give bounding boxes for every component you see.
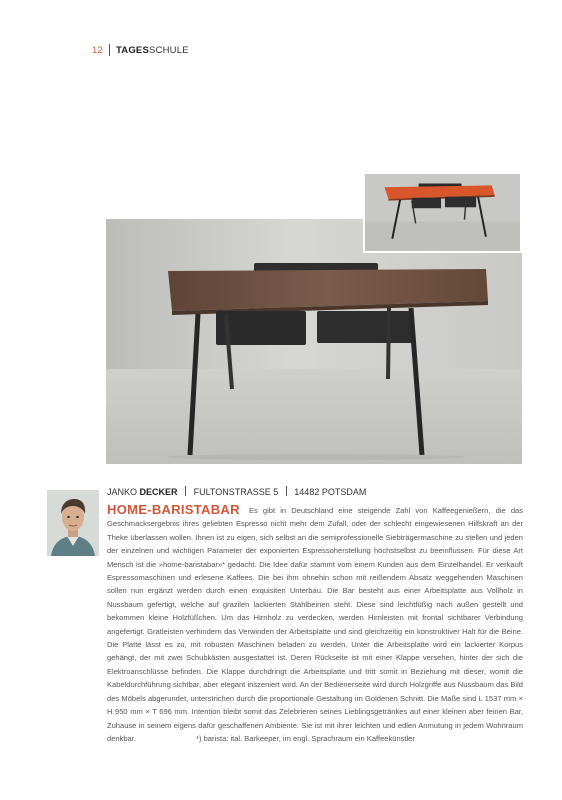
- author-portrait: [47, 490, 99, 556]
- section-title-light: SCHULE: [149, 44, 189, 56]
- author-last-name: DECKER: [139, 487, 178, 497]
- author-first-name: JANKO: [107, 487, 138, 497]
- page-number: 12: [92, 44, 103, 56]
- main-product-photo: [106, 219, 522, 464]
- byline-divider: [286, 486, 287, 496]
- page-header: [92, 44, 189, 56]
- author-city: 14482 POTSDAM: [294, 487, 367, 497]
- article-footnote: *) barista: ital. Barkeeper, im engl. Sprachraum ein Kaffeekünstler: [196, 733, 415, 743]
- article-body: [107, 503, 523, 745]
- author-street: FULTONSTRASSE 5: [193, 487, 279, 497]
- inset-product-photo: [363, 172, 522, 253]
- byline-divider: [185, 486, 186, 496]
- article-title: HOME-BARISTABAR: [107, 502, 240, 517]
- header-divider: [109, 44, 110, 56]
- author-byline: [107, 486, 366, 497]
- section-title-bold: TAGES: [115, 44, 149, 56]
- article-text: Es gibt in Deutschland eine steigende Zahl von Kaffeegenießern, die das Geschmacksergebnis ihres geliebten Espresso nicht mehr dem Zufall, oder der schlecht eingewiesenen Hilfskraft an der Theke überlassen wollen. Ihnen ist zu eigen, sich selbst an die semiprofessionelle Siebträgermaschine zu stellen und jeden der einzelnen und wichtigen Parameter der exponierten Espressoherstellung höchstselbst zu beeinflussen. Für diese Art Mensch ist die »home-baristabar»* gedacht. Die Idee dafür stammt vom einem Kunden aus dem Einzelhandel. Er verkauft Espressomaschinen und erlesene Kaffees. Die bei ihm ohnehin schon mit reißendem Absatz weggehenden Maschinen sollen nun ergänzt werden durch einen exquisiten Unterbau. Die Bar besteht aus einer Arbeitsplatte aus Vollholz in Nussbaum gefertigt, welche auf grazilen lackierten Stahlbeinen steht. Diese sind leichtfüßig nach außen gestellt und bekommen kleine Holzfüßchen. Um das Hirnholz zu verdecken, werden Hirnleisten mit frontal sichtbarer Verbindung angefertigt. Gratleisten verhindern das Verwinden der Arbeitsplatte und sind gleichzeitig ein konstruktiver Halt für die Beine. Die Platte lässt es zu, mit robusten Maschinen beladen zu werden. Unter die Arbeitsplatte wird ein lackierter Korpus gehängt, der mit zwei Schubkästen ausgestattet ist. Deren Rückseite ist mit einer Klappe versehen, hinter der sich die Elektroanschlüsse befinden. Die Klappe durchdringt die Arbeitsplatte und tritt somit in Beziehung mit dieser, womit die Kabeldurchführung sichtbar, aber elegant inszeniert wird. An der Bedienerseite wird durch Holzgriffe aus Nussbaum das Bild des Möbels abgerundet, unterstrichen durch die proportionale Gestaltung im Goldenen Schnitt. Die Maße sind L 1537 mm × H 950 mm × T 696 mm. Intention bleibt somit das Zelebrieren seines Lieblingsgetränkes auf einer kleinen aber feinen Bar, Zuhause in seinem eigens dafür geschaffenen Ambiente. Sie ist mit ihrer leichten und edlen Anmutung in jedem Wohnraum denkbar.: [107, 506, 523, 743]
